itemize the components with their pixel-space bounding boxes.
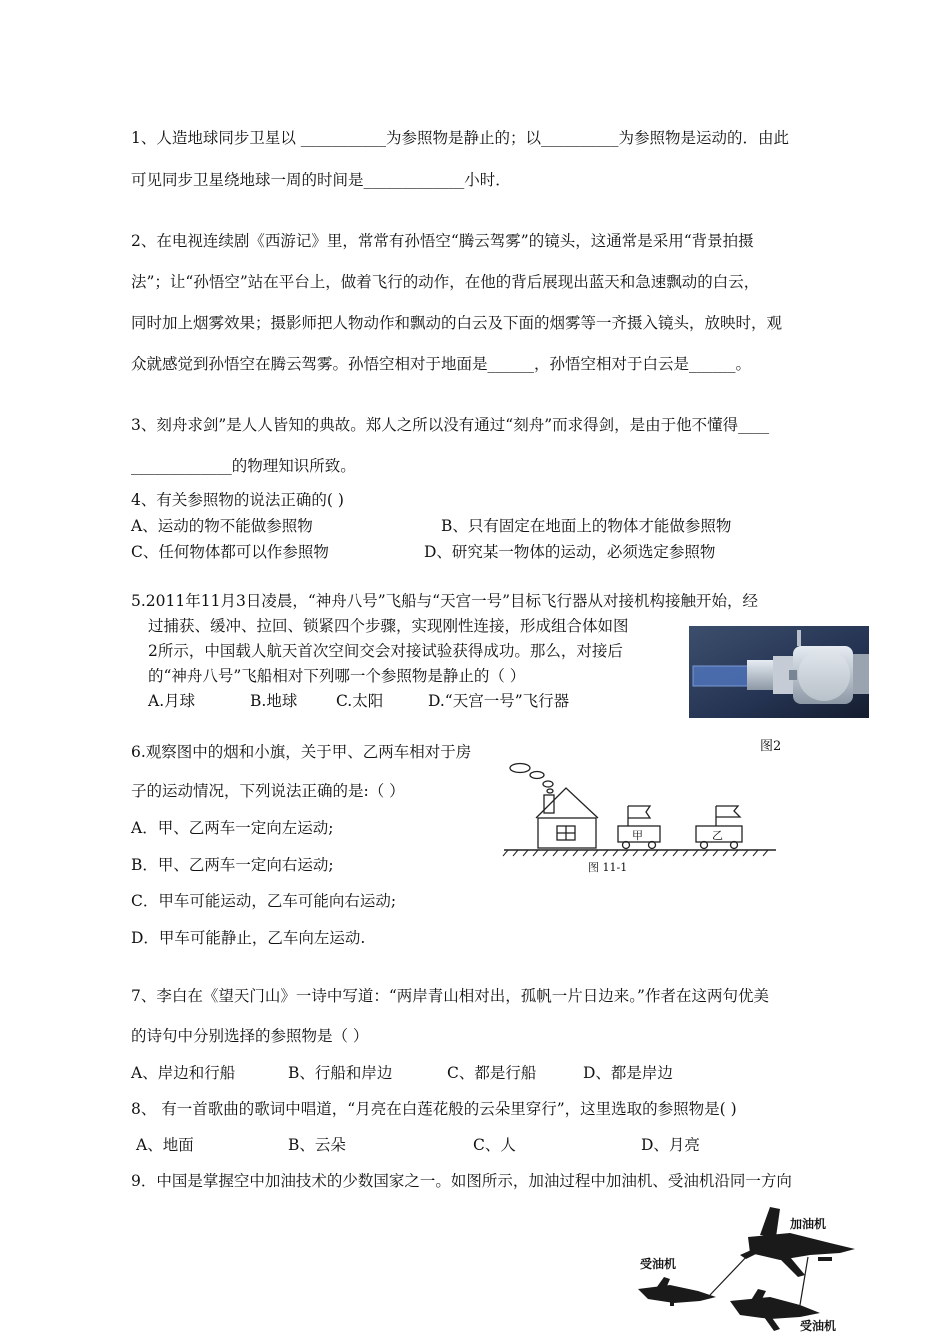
q8-option-c: C、人: [473, 1136, 516, 1154]
q1-line1: 1、人造地球同步卫星以 ___________为参照物是静止的；以__________为参照物是运动的．由此: [131, 129, 790, 147]
car-jia-label: 甲: [632, 829, 643, 842]
q6-option-c: C．甲车可能运动，乙车可能向右运动;: [131, 892, 397, 910]
q9-stem: 9．中国是掌握空中加油技术的少数国家之一。如图所示，加油过程中加油机、受油机沿同一方向: [131, 1172, 792, 1190]
aerial-refueling-figure: [630, 1205, 860, 1335]
q5-option-a: A.月球: [148, 692, 196, 710]
q8-option-b: B、云朵: [288, 1136, 346, 1154]
q7-option-c: C、都是行船: [447, 1064, 537, 1082]
car-yi-label: 乙: [712, 829, 723, 842]
q8-stem: 8、 有一首歌曲的歌词中唱道，“月亮在白莲花般的云朵里穿行”，这里选取的参照物是( ): [131, 1100, 737, 1118]
q6-option-b: B．甲、乙两车一定向右运动;: [131, 856, 334, 874]
tanker-label: 加油机: [790, 1217, 827, 1231]
q2-line2: 法”；让“孙悟空”站在平台上，做着飞行的动作，在他的背后展现出蓝天和急速飘动的白云，: [131, 273, 760, 291]
q2-line1: 2、在电视连续剧《西游记》里，常常有孙悟空“腾云驾雾”的镜头，这通常是采用“背景拍摄: [131, 232, 754, 250]
q6-option-d: D．甲车可能静止，乙车向左运动.: [131, 929, 366, 947]
q5-option-b: B.地球: [250, 692, 298, 710]
q8-option-a: A、地面: [136, 1136, 194, 1154]
q4-option-b: B、只有固定在地面上的物体才能做参照物: [441, 517, 732, 535]
q4-option-d: D、研究某一物体的运动，必须选定参照物: [424, 543, 716, 561]
receiver-label-left: 受油机: [640, 1257, 677, 1271]
q3-line2: _____________的物理知识所致。: [131, 457, 356, 475]
receiver-label-bottom: 受油机: [800, 1319, 837, 1333]
q6-line1: 6.观察图中的烟和小旗，关于甲、乙两车相对于房: [131, 743, 472, 761]
house-and-cars-figure: [500, 760, 780, 875]
q7-option-d: D、都是岸边: [583, 1064, 673, 1082]
q5-line3: 2所示，中国载人航天首次空间交会对接试验获得成功。那么，对接后: [148, 642, 623, 660]
spacecraft-docking-photo: [689, 626, 869, 718]
q5-line1: 5.2011年11月3日凌晨，“神舟八号”飞船与“天宫一号”目标飞行器从对接机构接触开始，经: [131, 592, 759, 610]
q7-option-a: A、岸边和行船: [131, 1064, 236, 1082]
q6-figure-caption: 图 11-1: [588, 861, 628, 874]
q7-line1: 7、李白在《望天门山》一诗中写道：“两岸青山相对出，孤帆一片日边来。”作者在这两句优美: [131, 987, 769, 1005]
q7-line2: 的诗句中分别选择的参照物是（ ）: [131, 1027, 369, 1045]
q5-option-d: D.“天宫一号”飞行器: [428, 692, 570, 710]
q4-option-a: A、运动的物不能做参照物: [131, 517, 313, 535]
q5-figure-caption: 图2: [760, 739, 782, 754]
q1-line2: 可见同步卫星绕地球一周的时间是_____________小时．: [131, 171, 511, 189]
q2-line4: 众就感觉到孙悟空在腾云驾雾。孙悟空相对于地面是______，孙悟空相对于白云是______。: [131, 355, 752, 373]
q5-option-c: C.太阳: [336, 692, 384, 710]
q4-stem: 4、有关参照物的说法正确的( ): [131, 491, 344, 509]
q7-option-b: B、行船和岸边: [288, 1064, 393, 1082]
q5-line4: 的“神舟八号”飞船相对下列哪一个参照物是静止的（ ）: [148, 667, 526, 685]
q5-line2: 过捕获、缓冲、拉回、锁紧四个步骤，实现刚性连接，形成组合体如图: [148, 617, 629, 635]
q6-line2: 子的运动情况，下列说法正确的是:（ ）: [131, 782, 405, 800]
q6-option-a: A．甲、乙两车一定向左运动;: [131, 819, 334, 837]
q2-line3: 同时加上烟雾效果；摄影师把人物动作和飘动的白云及下面的烟雾等一齐摄入镜头，放映时，观: [131, 314, 783, 332]
q4-option-c: C、任何物体都可以作参照物: [131, 543, 329, 561]
q3-line1: 3、刻舟求剑”是人人皆知的典故。郑人之所以没有通过“刻舟”而求得剑，是由于他不懂得____: [131, 416, 770, 434]
q8-option-d: D、月亮: [641, 1136, 700, 1154]
